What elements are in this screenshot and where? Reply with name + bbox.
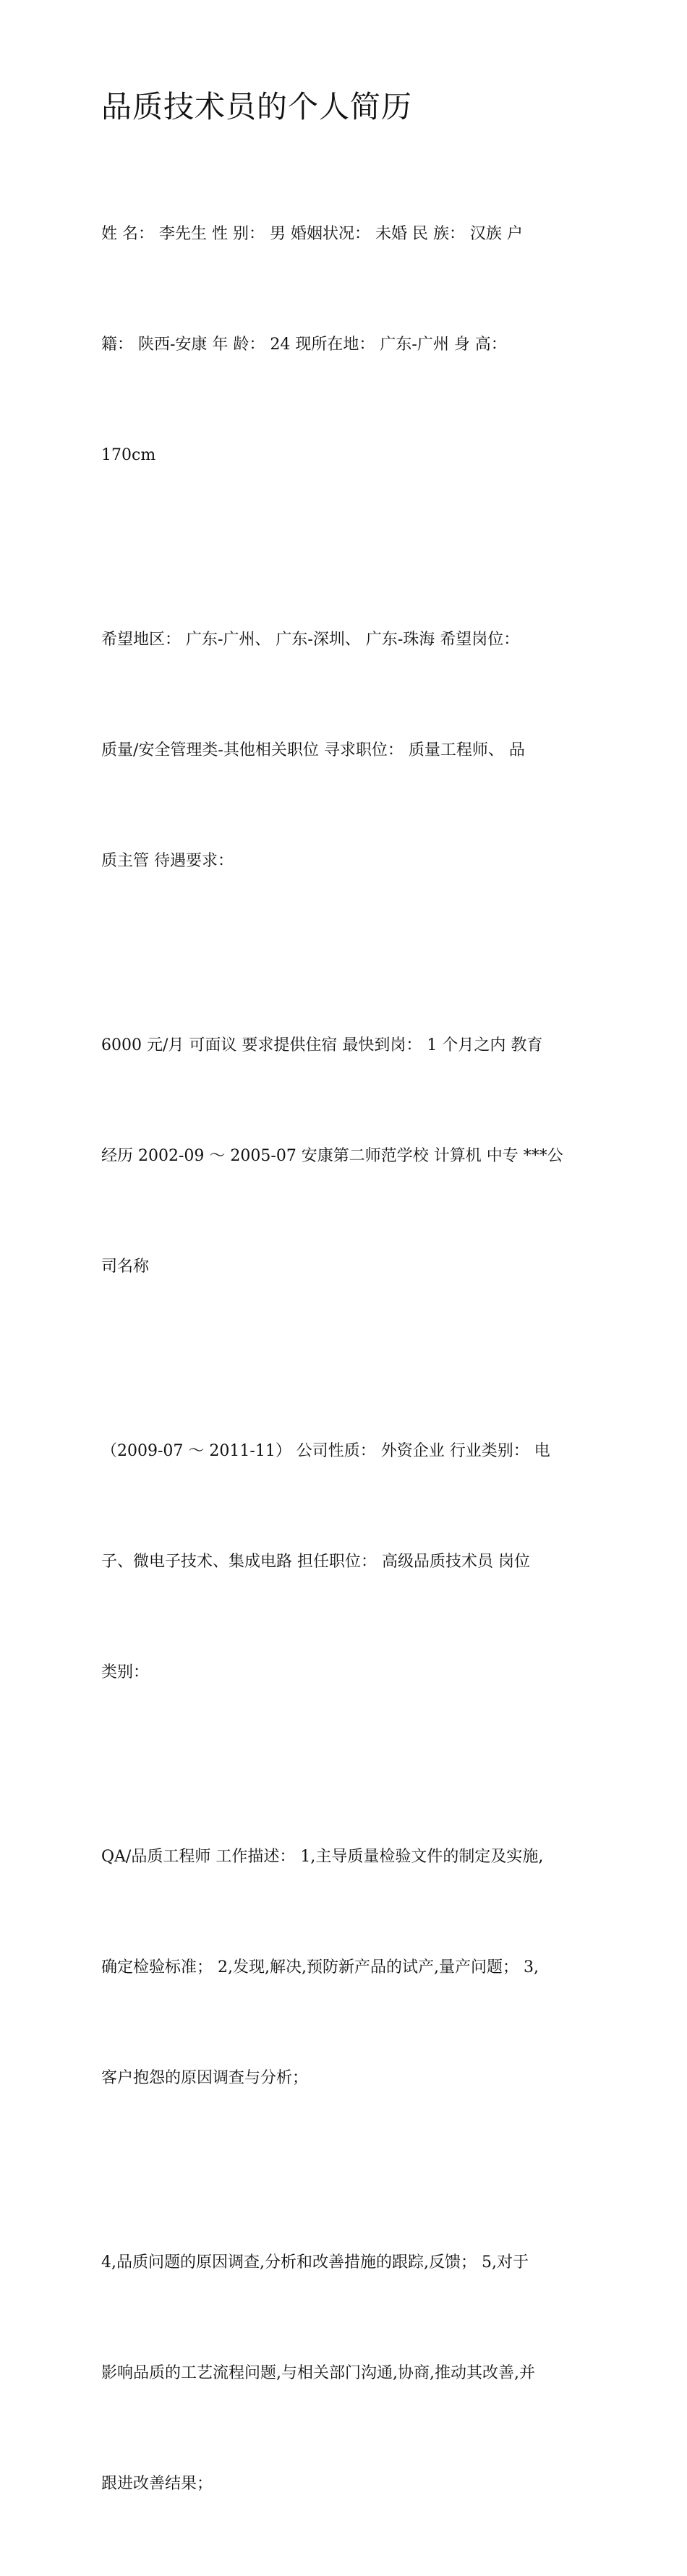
text-line: 质主管 待遇要求： (101, 852, 234, 870)
page-title: 品质技术员的个人简历 (101, 89, 413, 124)
personal-info-paragraph (101, 142, 584, 547)
document-content (101, 85, 584, 2576)
text-line: 司名称 (101, 1258, 150, 1276)
text-line: 影响品质的工艺流程问题,与相关部门沟通,协商,推动其改善,并 (101, 2364, 535, 2382)
text-line: 170cm (101, 446, 156, 464)
text-line: 姓 名： 李先生 性 别： 男 婚姻状况： 未婚 民 族： 汉族 户 (101, 225, 523, 243)
text-line: 类别： (101, 1663, 150, 1681)
text-line: 经历 2002-09 ～ 2005-07 安康第二师范学校 计算机 中专 ***公 (101, 1147, 563, 1165)
work-description-paragraph (101, 1765, 584, 2170)
text-line: 质量/安全管理类-其他相关职位 寻求职位： 质量工程师、 品 (101, 741, 525, 759)
text-line: （2009-07 ～ 2011-11） 公司性质： 外资企业 行业类别： 电 (101, 1442, 550, 1460)
salary-education-paragraph (101, 953, 584, 1359)
work-description-continued-paragraph (101, 2170, 584, 2576)
text-line: 跟进改善结果； (101, 2475, 213, 2493)
text-line: 籍： 陕西-安康 年 龄： 24 现所在地： 广东-广州 身 高： (101, 336, 507, 354)
text-line: 6000 元/月 可面议 要求提供住宿 最快到岗： 1 个月之内 教育 (101, 1036, 543, 1054)
text-line: QA/品质工程师 工作描述： 1,主导质量检验文件的制定及实施, (101, 1848, 544, 1866)
text-line: 子、微电子技术、集成电路 担任职位： 高级品质技术员 岗位 (101, 1553, 530, 1571)
text-line: 希望地区： 广东-广州、 广东-深圳、 广东-珠海 希望岗位： (101, 631, 520, 649)
job-intention-paragraph (101, 547, 584, 953)
text-line: 4,品质问题的原因调查,分析和改善措施的跟踪,反馈； 5,对于 (101, 2253, 529, 2272)
text-line: 确定检验标准； 2,发现,解决,预防新产品的试产,量产问题； 3, (101, 1958, 539, 1976)
text-line: 客户抱怨的原因调查与分析； (101, 2069, 309, 2087)
company-info-paragraph (101, 1359, 584, 1765)
